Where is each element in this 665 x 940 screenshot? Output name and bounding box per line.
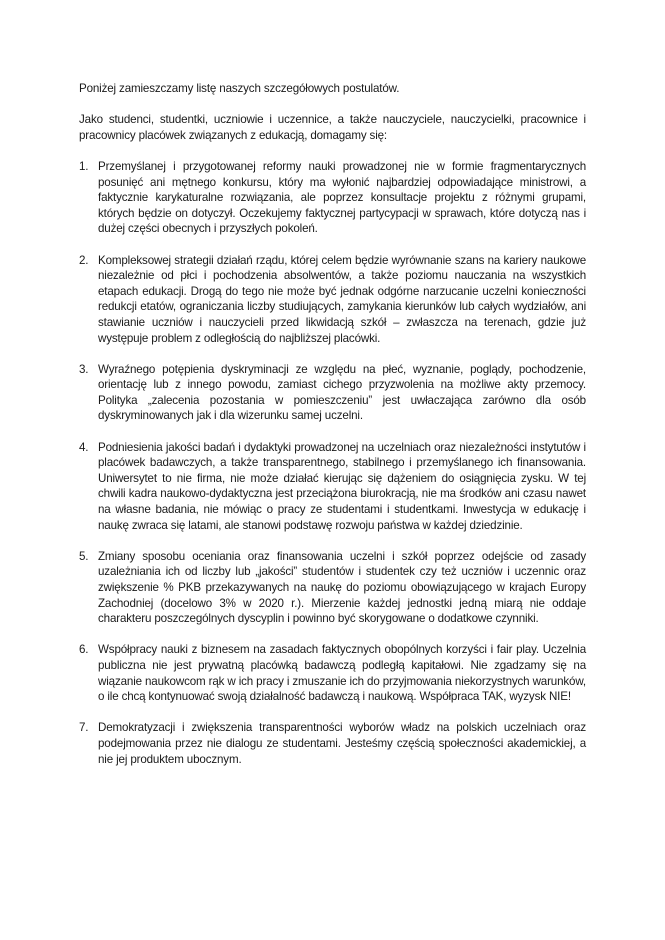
postulate-number: 3. — [79, 362, 89, 376]
preamble-paragraph: Jako studenci, studentki, uczniowie i uczennice, a także nauczyciele, nauczycielki, pracownice i pracownicy placówek związanych z edukacją, domagamy się: — [79, 113, 586, 142]
postulate-text: Wyraźnego potępienia dyskryminacji ze względu na płeć, wyznanie, poglądy, pochodzenie, orientację lub z innego powodu, zamiast cichego przyzwolenia na możliwe akty przemocy. Polityka „zalecenia pozostania w pomieszczeniu” jest uwłaczająca zarówno dla osób dyskryminowanych jak i dla wizerunku samej uczelni. — [98, 362, 586, 423]
postulate-number: 2. — [79, 253, 89, 267]
postulate-item-1 — [79, 159, 586, 237]
postulates-list — [79, 159, 586, 767]
document-page — [79, 81, 586, 783]
postulate-item-3 — [79, 362, 586, 424]
postulate-item-2 — [79, 253, 586, 347]
postulate-text: Podniesienia jakości badań i dydaktyki prowadzonej na uczelniach oraz niezależności instytutów i placówek badawczych, a także transparentnego, stabilnego i przemyślanego ich finansowania. Uniwersytet to nie firma, nie może działać kierując się dążeniem do osiągnięcia zysku. W tej chwili kadra naukowo-dydaktyczna jest przeciążona biurokracją, nie ma środków ani czasu nawet na własne badania, nie mówiąc o pracy ze studentami i studentkami. Inwestycja w edukację i naukę zwraca się latami, ale stanowi podstawę rozwoju państwa w każdej dziedzinie. — [98, 440, 586, 532]
postulate-item-6 — [79, 642, 586, 704]
postulate-text: Współpracy nauki z biznesem na zasadach faktycznych obopólnych korzyści i fair play. Uczelnia publiczna nie jest prywatną placówką badawczą podległą kapitałowi. Nie zgadzamy się na wiązanie naukowcom rąk w ich pracy i zmuszanie ich do przyjmowania niekorzystnych warunków, o ile chcą kontynuować swoją działalność badawczą i naukową. Współpraca TAK, wyzysk NIE! — [98, 643, 586, 704]
postulate-number: 4. — [79, 440, 89, 454]
postulate-number: 6. — [79, 643, 89, 657]
postulate-number: 7. — [79, 721, 89, 735]
postulate-number: 5. — [79, 549, 89, 563]
postulate-text: Demokratyzacji i zwiększenia transparentności wyborów władz na polskich uczelniach oraz podejmowania przez nie dialogu ze studentami. Jesteśmy częścią społeczności akademickiej, a nie jej produktem ubocznym. — [98, 721, 586, 766]
postulate-text: Zmiany sposobu oceniania oraz finansowania uczelni i szkół poprzez odejście od zasady uzależniania ich od liczby lub „jakości” studentów i studentek czy też uczniów i uczennic oraz zwiększenie % PKB przekazywanych na naukę do poziomu obowiązującego w krajach Europy Zachodniej (docelowo 3% w 2020 r.). Mierzenie każdej jednostki jedną miarą nie oddaje charakteru poszczególnych dyscyplin i powinno być skorygowane o dodatkowe czynniki. — [98, 549, 586, 626]
intro-line: Poniżej zamieszczamy listę naszych szczegółowych postulatów. — [79, 82, 400, 95]
postulate-item-4 — [79, 440, 586, 534]
postulate-item-5 — [79, 549, 586, 627]
postulate-text: Kompleksowej strategii działań rządu, której celem będzie wyrównanie szans na kariery naukowe niezależnie od płci i pochodzenia absolwentów, a także poziomu nauczania na wszystkich etapach edukacji. Drogą do tego nie może być jednak odgórne narzucanie uczelni konieczności redukcji etatów, ograniczania liczby studiujących, zamykania kierunków lub całych wydziałów, ani stawianie uczniów i nauczycieli przed likwidacją szkół – zwłaszcza na terenach, gdzie już występuje problem z odległością do najbliższej placówki. — [98, 253, 586, 345]
postulate-number: 1. — [79, 159, 89, 173]
postulate-text: Przemyślanej i przygotowanej reformy nauki prowadzonej nie w formie fragmentarycznych posunięć ani mętnego konkursu, który ma wyłonić najbardziej odpowiadające ministrowi, a faktycznie karykaturalne rozwiązania, ale poprzez konsultacje projektu z różnymi grupami, których będzie on dotyczył. Oczekujemy faktycznej partycypacji w sprawach, które dotyczą nas i dużej części obecnych i przyszłych pokoleń. — [98, 159, 586, 236]
postulate-item-7 — [79, 720, 586, 767]
